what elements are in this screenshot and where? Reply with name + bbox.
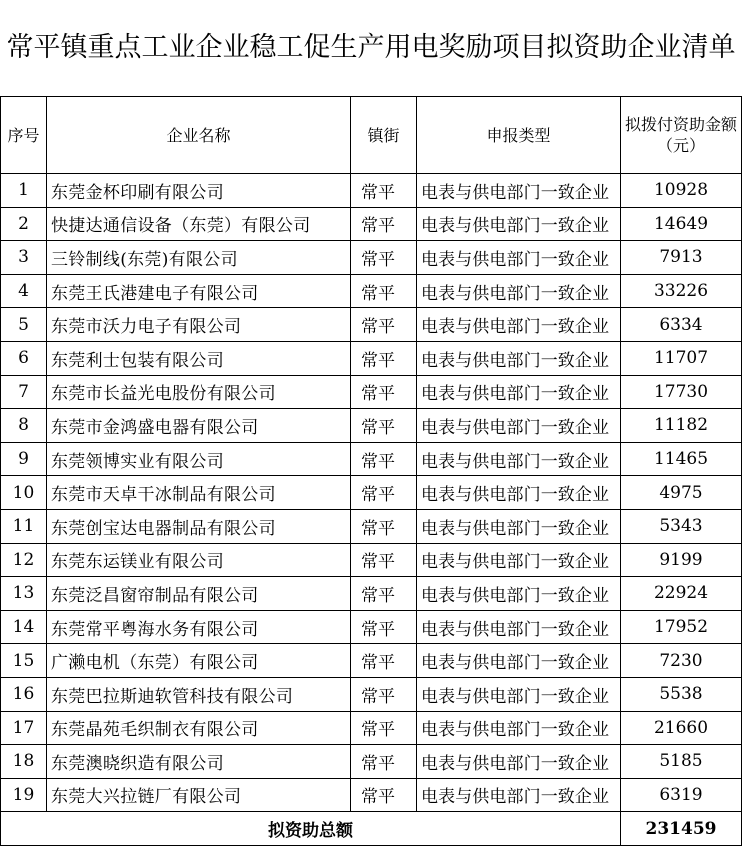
table-row — [1, 711, 742, 745]
company-name: 东莞市天卓干冰制品有限公司 — [47, 476, 351, 510]
table-row — [1, 442, 742, 476]
application-type: 电表与供电部门一致企业 — [417, 375, 621, 409]
application-type: 电表与供电部门一致企业 — [417, 778, 621, 812]
application-type: 电表与供电部门一致企业 — [417, 677, 621, 711]
header-row — [1, 97, 742, 174]
row-number: 3 — [1, 241, 47, 275]
company-name: 东莞市金鸿盛电器有限公司 — [47, 409, 351, 443]
row-number: 14 — [1, 610, 47, 644]
total-row — [1, 812, 742, 846]
table-row — [1, 778, 742, 812]
grant-amount: 6334 — [621, 308, 742, 342]
company-name: 东莞巴拉斯迪软管科技有限公司 — [47, 677, 351, 711]
town-name: 常平 — [351, 577, 417, 611]
grant-amount: 5185 — [621, 745, 742, 779]
company-name: 东莞金杯印刷有限公司 — [47, 174, 351, 208]
company-name: 快捷达通信设备（东莞）有限公司 — [47, 207, 351, 241]
town-name: 常平 — [351, 174, 417, 208]
company-name: 东莞东运镁业有限公司 — [47, 543, 351, 577]
application-type: 电表与供电部门一致企业 — [417, 274, 621, 308]
row-number: 11 — [1, 509, 47, 543]
table-row — [1, 274, 742, 308]
table-row — [1, 409, 742, 443]
row-number: 1 — [1, 174, 47, 208]
application-type: 电表与供电部门一致企业 — [417, 644, 621, 678]
row-number: 16 — [1, 677, 47, 711]
table-row — [1, 308, 742, 342]
table-row — [1, 610, 742, 644]
row-number: 15 — [1, 644, 47, 678]
grant-amount: 6319 — [621, 778, 742, 812]
row-number: 12 — [1, 543, 47, 577]
company-name: 三铃制线(东莞)有限公司 — [47, 241, 351, 275]
row-number: 6 — [1, 341, 47, 375]
town-name: 常平 — [351, 375, 417, 409]
application-type: 电表与供电部门一致企业 — [417, 174, 621, 208]
town-name: 常平 — [351, 207, 417, 241]
town-name: 常平 — [351, 745, 417, 779]
grant-table — [0, 96, 742, 846]
company-name: 东莞利士包装有限公司 — [47, 341, 351, 375]
grant-amount: 21660 — [621, 711, 742, 745]
row-number: 17 — [1, 711, 47, 745]
town-name: 常平 — [351, 711, 417, 745]
grant-amount: 11465 — [621, 442, 742, 476]
total-label: 拟资助总额 — [1, 812, 621, 846]
table-row — [1, 677, 742, 711]
application-type: 电表与供电部门一致企业 — [417, 341, 621, 375]
company-name: 东莞澳晓织造有限公司 — [47, 745, 351, 779]
row-number: 10 — [1, 476, 47, 510]
table-body — [1, 174, 742, 812]
header-amount: 拟拨付资助金额（元） — [621, 97, 742, 174]
town-name: 常平 — [351, 610, 417, 644]
company-name: 东莞泛昌窗帘制品有限公司 — [47, 577, 351, 611]
header-name: 企业名称 — [47, 97, 351, 174]
table-row — [1, 375, 742, 409]
table-row — [1, 341, 742, 375]
town-name: 常平 — [351, 509, 417, 543]
application-type: 电表与供电部门一致企业 — [417, 241, 621, 275]
total-amount: 231459 — [621, 812, 742, 846]
table-row — [1, 577, 742, 611]
application-type: 电表与供电部门一致企业 — [417, 308, 621, 342]
grant-amount: 33226 — [621, 274, 742, 308]
grant-amount: 5538 — [621, 677, 742, 711]
application-type: 电表与供电部门一致企业 — [417, 711, 621, 745]
town-name: 常平 — [351, 476, 417, 510]
table-row — [1, 476, 742, 510]
town-name: 常平 — [351, 308, 417, 342]
table-row — [1, 543, 742, 577]
company-name: 东莞大兴拉链厂有限公司 — [47, 778, 351, 812]
row-number: 8 — [1, 409, 47, 443]
town-name: 常平 — [351, 644, 417, 678]
row-number: 9 — [1, 442, 47, 476]
application-type: 电表与供电部门一致企业 — [417, 509, 621, 543]
company-name: 东莞王氏港建电子有限公司 — [47, 274, 351, 308]
grant-amount: 14649 — [621, 207, 742, 241]
grant-amount: 9199 — [621, 543, 742, 577]
grant-amount: 11182 — [621, 409, 742, 443]
grant-amount: 7230 — [621, 644, 742, 678]
application-type: 电表与供电部门一致企业 — [417, 409, 621, 443]
application-type: 电表与供电部门一致企业 — [417, 577, 621, 611]
company-name: 东莞市长益光电股份有限公司 — [47, 375, 351, 409]
row-number: 7 — [1, 375, 47, 409]
town-name: 常平 — [351, 677, 417, 711]
header-type: 申报类型 — [417, 97, 621, 174]
grant-amount: 7913 — [621, 241, 742, 275]
application-type: 电表与供电部门一致企业 — [417, 745, 621, 779]
company-name: 东莞市沃力电子有限公司 — [47, 308, 351, 342]
company-name: 东莞创宝达电器制品有限公司 — [47, 509, 351, 543]
company-name: 东莞领博实业有限公司 — [47, 442, 351, 476]
row-number: 13 — [1, 577, 47, 611]
town-name: 常平 — [351, 778, 417, 812]
table-row — [1, 207, 742, 241]
row-number: 18 — [1, 745, 47, 779]
grant-amount: 5343 — [621, 509, 742, 543]
application-type: 电表与供电部门一致企业 — [417, 442, 621, 476]
grant-amount: 4975 — [621, 476, 742, 510]
row-number: 4 — [1, 274, 47, 308]
town-name: 常平 — [351, 409, 417, 443]
table-row — [1, 745, 742, 779]
header-town: 镇街 — [351, 97, 417, 174]
table-row — [1, 241, 742, 275]
company-name: 东莞晶苑毛织制衣有限公司 — [47, 711, 351, 745]
application-type: 电表与供电部门一致企业 — [417, 543, 621, 577]
grant-amount: 17730 — [621, 375, 742, 409]
row-number: 19 — [1, 778, 47, 812]
table-row — [1, 509, 742, 543]
company-name: 广濑电机（东莞）有限公司 — [47, 644, 351, 678]
grant-table-container — [0, 96, 742, 846]
row-number: 5 — [1, 308, 47, 342]
table-row — [1, 644, 742, 678]
grant-amount: 17952 — [621, 610, 742, 644]
application-type: 电表与供电部门一致企业 — [417, 610, 621, 644]
document-title: 常平镇重点工业企业稳工促生产用电奖励项目拟资助企业清单 — [6, 32, 736, 63]
row-number: 2 — [1, 207, 47, 241]
town-name: 常平 — [351, 442, 417, 476]
grant-amount: 11707 — [621, 341, 742, 375]
town-name: 常平 — [351, 341, 417, 375]
application-type: 电表与供电部门一致企业 — [417, 476, 621, 510]
town-name: 常平 — [351, 543, 417, 577]
application-type: 电表与供电部门一致企业 — [417, 207, 621, 241]
grant-amount: 10928 — [621, 174, 742, 208]
company-name: 东莞常平粤海水务有限公司 — [47, 610, 351, 644]
grant-amount: 22924 — [621, 577, 742, 611]
table-row — [1, 174, 742, 208]
town-name: 常平 — [351, 241, 417, 275]
header-no: 序号 — [1, 97, 47, 174]
town-name: 常平 — [351, 274, 417, 308]
